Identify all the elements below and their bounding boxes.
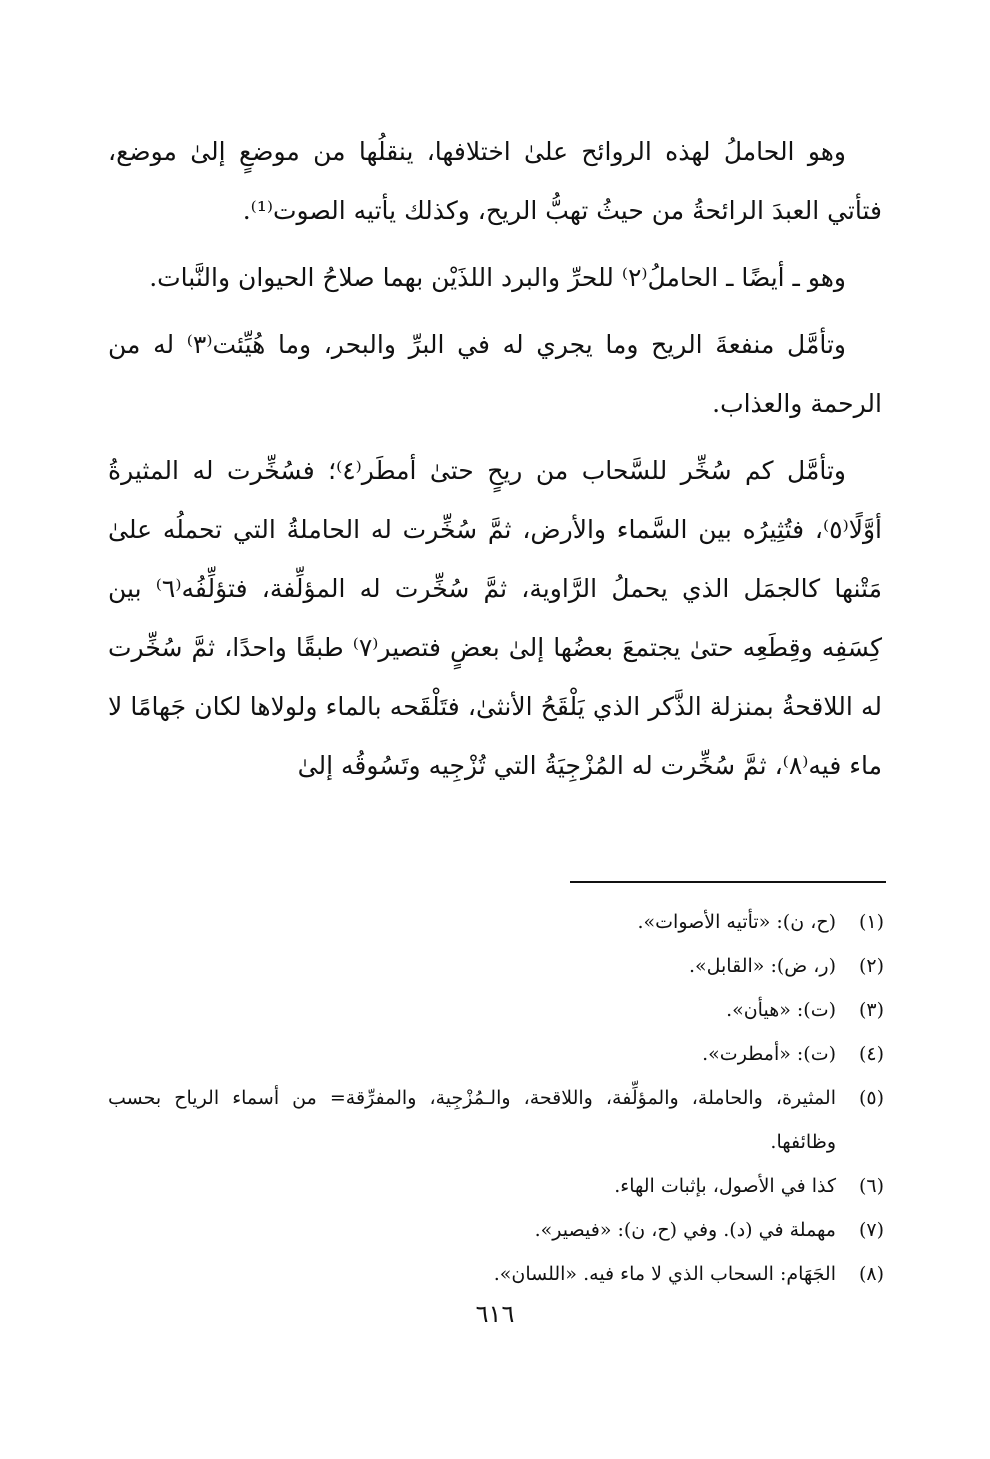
- paragraph: وهو ـ أيضًا ـ الحاملُ⁽٢⁾ للحرِّ والبرد اللذَيْن بهما صلاحُ الحيوان والنَّبات.: [149, 263, 846, 292]
- footnote-number: (٤): [858, 1043, 884, 1065]
- footnotes: [108, 900, 884, 1296]
- footnote-text: كذا في الأصول، بإثبات الهاء.: [614, 1175, 836, 1197]
- footnote-divider: [570, 881, 886, 883]
- footnote-number: (٣): [858, 999, 884, 1021]
- footnote-number: (٢): [858, 955, 884, 977]
- footnote-number: (٥): [858, 1087, 884, 1109]
- footnote-item: [108, 900, 884, 944]
- footnote-item: [108, 1076, 884, 1164]
- footnote-text: (ت): «هيأن».: [726, 999, 836, 1021]
- paragraph: وهو الحاملُ لهذه الروائح علىٰ اختلافها، ينقلُها من موضعٍ إلىٰ موضع، فتأتي العبدَ الرائحةُ من حيثُ تهبُّ الريح، وكذلك يأتيه الصوت⁽¹⁾.: [108, 137, 882, 225]
- footnote-text: (ح، ن): «تأتيه الأصوات».: [637, 911, 836, 933]
- paragraph: وتأمَّل كم سُخِّر للسَّحاب من ريحٍ حتىٰ أمطَر⁽٤⁾؛ فسُخِّرت له المثيرةُ أوَّلًا⁽٥⁾، فتُثِيرُه بين السَّماء والأرض، ثمَّ سُخِّرت له الحاملةُ التي تحملُه علىٰ مَتْنها كالجمَل الذي يحملُ الرَّاوية، ثمَّ سُخِّرت له المؤلِّفة، فتؤلِّفُه⁽٦⁾ بين كِسَفِه وقِطَعِه حتىٰ يجتمعَ بعضُها إلىٰ بعضٍ فتصير⁽٧⁾ طبقًا واحدًا، ثمَّ سُخِّرت له اللاقحةُ بمنزلة الذَّكر الذي يَلْقَحُ الأنثىٰ، فتَلْقَحه بالماء ولولاها لكان جَهامًا لا ماء فيه⁽٨⁾، ثمَّ سُخِّرت له المُزْجِيَةُ التي تُزْجِيه وتَسُوقُه إلىٰ: [108, 456, 882, 780]
- paragraph: وتأمَّل منفعةَ الريح وما يجري له في البرِّ والبحر، وما هُيِّئت⁽٣⁾ له من الرحمة والعذاب.: [108, 330, 882, 418]
- footnote-item: [108, 1032, 884, 1076]
- footnote-text: الجَهَام: السحاب الذي لا ماء فيه. «اللسان».: [493, 1263, 836, 1285]
- footnote-item: [108, 1252, 884, 1296]
- footnote-text: المثيرة، والحاملة، والمؤلِّفة، واللاقحة، والـمُزْجِية، والمفرِّقة= من أسماء الرياح بحسب وظائفها.: [108, 1087, 836, 1153]
- footnote-number: (٨): [858, 1263, 884, 1285]
- footnote-number: (٧): [858, 1219, 884, 1241]
- footnote-item: [108, 944, 884, 988]
- footnote-item: [108, 988, 884, 1032]
- footnote-number: (١): [858, 911, 884, 933]
- footnote-item: [108, 1164, 884, 1208]
- footnote-item: [108, 1208, 884, 1252]
- footnote-text: (ر، ض): «القابل».: [688, 955, 836, 977]
- main-text: [108, 122, 882, 803]
- footnote-text: مهملة في (د). وفي (ح، ن): «فيصير».: [534, 1219, 836, 1241]
- footnote-text: (ت): «أمطرت».: [702, 1043, 836, 1065]
- page-number: ٦١٦: [475, 1300, 515, 1328]
- footnote-number: (٦): [858, 1175, 884, 1197]
